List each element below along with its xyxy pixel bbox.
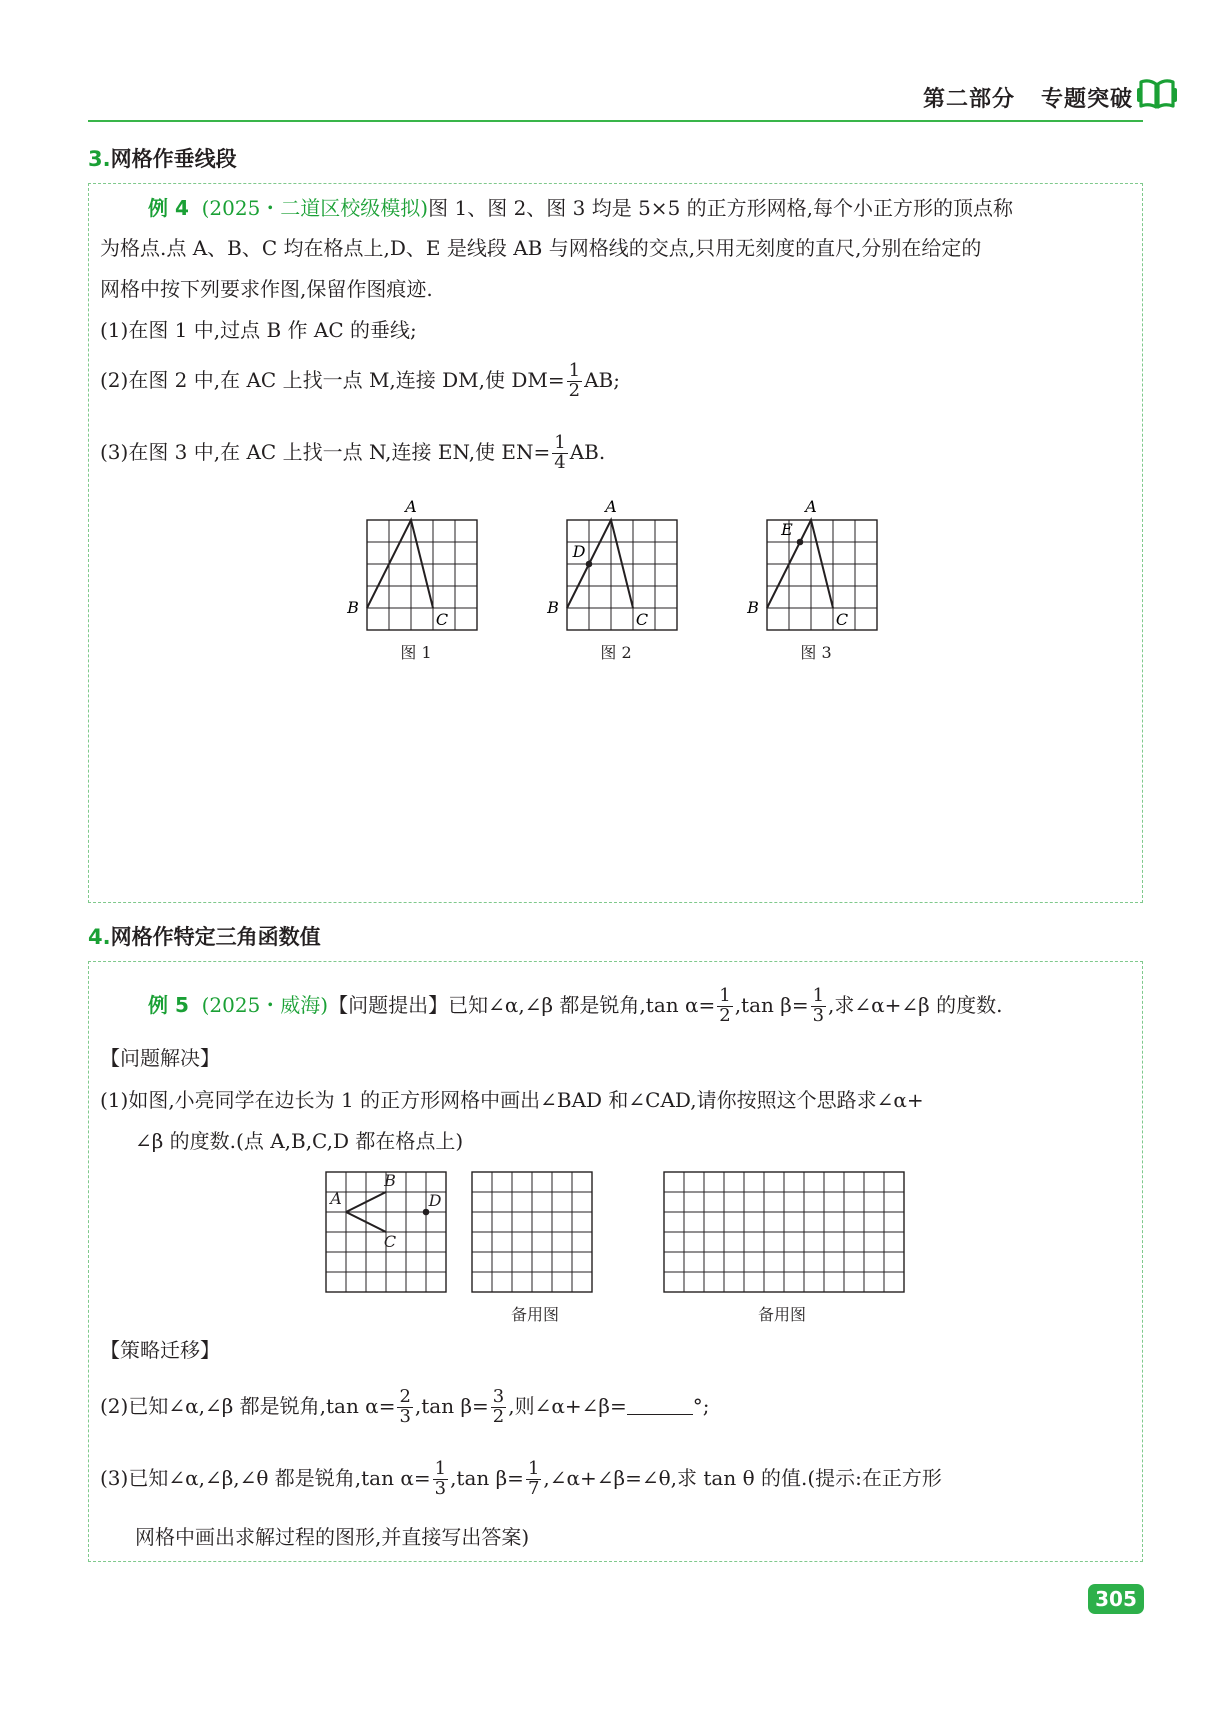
page-header [0, 70, 1225, 110]
example-5-question-1-line-2: ∠β 的度数.(点 A,B,C,D 都在格点上) [135, 1129, 464, 1153]
figure-3-label-C: C [835, 610, 849, 629]
figure-1-label-C: C [435, 610, 449, 629]
example-4-question-1: (1)在图 1 中,过点 B 作 AC 的垂线; [100, 318, 417, 342]
figure-1 [345, 498, 495, 638]
stem-mid: ,tan β= [734, 992, 809, 1017]
frac-den: 7 [527, 1477, 540, 1499]
figure-1-label-B: B [347, 598, 359, 617]
q3-text: (3)在图 3 中,在 AC 上找一点 N,连接 EN,使 EN= [100, 439, 551, 464]
example-4-stem-1: 图 1、图 2、图 3 均是 5×5 的正方形网格,每个小正方形的顶点称 [428, 196, 1014, 220]
section-4-heading [88, 921, 321, 951]
fraction-tan-beta [811, 987, 826, 1026]
figure-2-caption: 图 2 [600, 643, 632, 662]
figure-3-caption: 图 3 [800, 643, 832, 662]
example-4-stem-line-1 [148, 198, 1013, 218]
spare-grid-2-caption: 备用图 [757, 1305, 806, 1324]
section-3-heading [88, 143, 237, 173]
angle-figure-label-D: D [428, 1191, 442, 1210]
example-5-question-3 [100, 1460, 942, 1499]
example-5-source: (2025・威海) [201, 992, 329, 1017]
figure-2-label-D: D [572, 542, 586, 561]
frac-num: 1 [568, 360, 581, 381]
frac-num: 1 [527, 1458, 540, 1479]
figure-2-label-B: B [547, 598, 559, 617]
spare-grid-2 [662, 1170, 907, 1296]
example-4-label: 例 4 [148, 196, 189, 220]
example-4-question-3 [100, 434, 605, 473]
frac-num: 1 [812, 985, 825, 1006]
frac-den: 3 [812, 1004, 825, 1026]
stem-pre: 【问题提出】已知∠α,∠β 都是锐角,tan α= [328, 992, 716, 1017]
frac-den: 2 [492, 1405, 505, 1427]
angle-figure-label-A: A [330, 1189, 342, 1208]
q3-tail: AB. [569, 439, 606, 464]
figure-1-label-A: A [405, 498, 417, 516]
fraction-q2-beta [491, 1388, 506, 1427]
frac-den: 4 [554, 451, 566, 473]
example-4-source: (2025・二道区校级模拟) [201, 196, 429, 220]
header-divider [88, 120, 1143, 122]
q2-text: (2)在图 2 中,在 AC 上找一点 M,连接 DM,使 DM= [100, 367, 565, 392]
q3-mid: ,tan β= [450, 1465, 524, 1490]
figure-2-label-C: C [635, 610, 649, 629]
q3-post: ,∠α+∠β=∠θ,求 tan θ 的值.(提示:在正方形 [543, 1465, 942, 1490]
frac-num: 1 [554, 432, 566, 453]
spare-grid-1-caption: 备用图 [510, 1305, 559, 1324]
header-part: 第二部分 [922, 87, 1015, 112]
section-4-number: 4. [88, 925, 111, 949]
section-4-title: 网格作特定三角函数值 [110, 925, 321, 949]
figure-3-label-A: A [805, 498, 817, 516]
q2-post: ,则∠α+∠β= [508, 1393, 627, 1418]
frac-den: 3 [434, 1477, 447, 1499]
q2-mid: ,tan β= [414, 1393, 489, 1418]
section-3-number: 3. [88, 147, 111, 171]
frac-den: 3 [399, 1405, 411, 1427]
figure-3 [745, 498, 895, 638]
fraction-q3-alpha [433, 1460, 448, 1499]
fraction-q3-beta [526, 1460, 541, 1499]
frac-den: 2 [719, 1004, 731, 1026]
figure-1-caption: 图 1 [400, 643, 432, 662]
example-5-label: 例 5 [148, 992, 189, 1017]
frac-num: 3 [492, 1386, 505, 1407]
spare-grid-1 [470, 1170, 595, 1295]
example-4-stem-line-3: 网格中按下列要求作图,保留作图痕迹. [100, 277, 433, 301]
example-5-question-1-line-1: (1)如图,小亮同学在边长为 1 的正方形网格中画出∠BAD 和∠CAD,请你按照这个思路求∠α+ [100, 1088, 924, 1112]
q2-pre: (2)已知∠α,∠β 都是锐角,tan α= [100, 1393, 396, 1418]
angle-figure [320, 1168, 455, 1298]
figure-3-label-B: B [747, 598, 759, 617]
frac-num: 1 [719, 985, 731, 1006]
transfer-heading: 【策略迁移】 [100, 1338, 220, 1362]
angle-figure-label-C: C [383, 1232, 397, 1251]
figure-3-label-E: E [781, 520, 793, 539]
fraction-quarter [552, 434, 567, 473]
fraction-tan-alpha [717, 987, 732, 1026]
page-number: 305 [1088, 1584, 1144, 1614]
frac-num: 1 [434, 1458, 447, 1479]
header-topic: 专题突破 [1040, 87, 1133, 112]
frac-den: 2 [568, 379, 581, 401]
stem-post: ,求∠α+∠β 的度数. [828, 992, 1003, 1017]
header-text [923, 82, 1133, 113]
frac-num: 2 [399, 1386, 411, 1407]
answer-blank[interactable] [627, 1414, 693, 1415]
example-5-question-2 [100, 1388, 709, 1427]
q2-unit: °; [692, 1393, 710, 1418]
open-book-icon [1137, 76, 1177, 112]
fraction-q2-alpha [397, 1388, 412, 1427]
example-4-question-2 [100, 362, 620, 401]
section-3-title: 网格作垂线段 [110, 147, 237, 171]
example-5-question-3-line-2: 网格中画出求解过程的图形,并直接写出答案) [135, 1525, 530, 1549]
q3-pre: (3)已知∠α,∠β,∠θ 都是锐角,tan α= [100, 1465, 431, 1490]
fraction-half [567, 362, 582, 401]
q2-tail: AB; [584, 367, 620, 392]
example-5-stem [148, 987, 1002, 1026]
example-4-stem-line-2: 为格点.点 A、B、C 均在格点上,D、E 是线段 AB 与网格线的交点,只用无刻度的直尺,分别在给定的 [100, 236, 982, 260]
figure-2 [545, 498, 695, 638]
angle-figure-label-B: B [384, 1171, 396, 1190]
solve-heading: 【问题解决】 [100, 1046, 220, 1070]
figure-2-label-A: A [605, 498, 617, 516]
